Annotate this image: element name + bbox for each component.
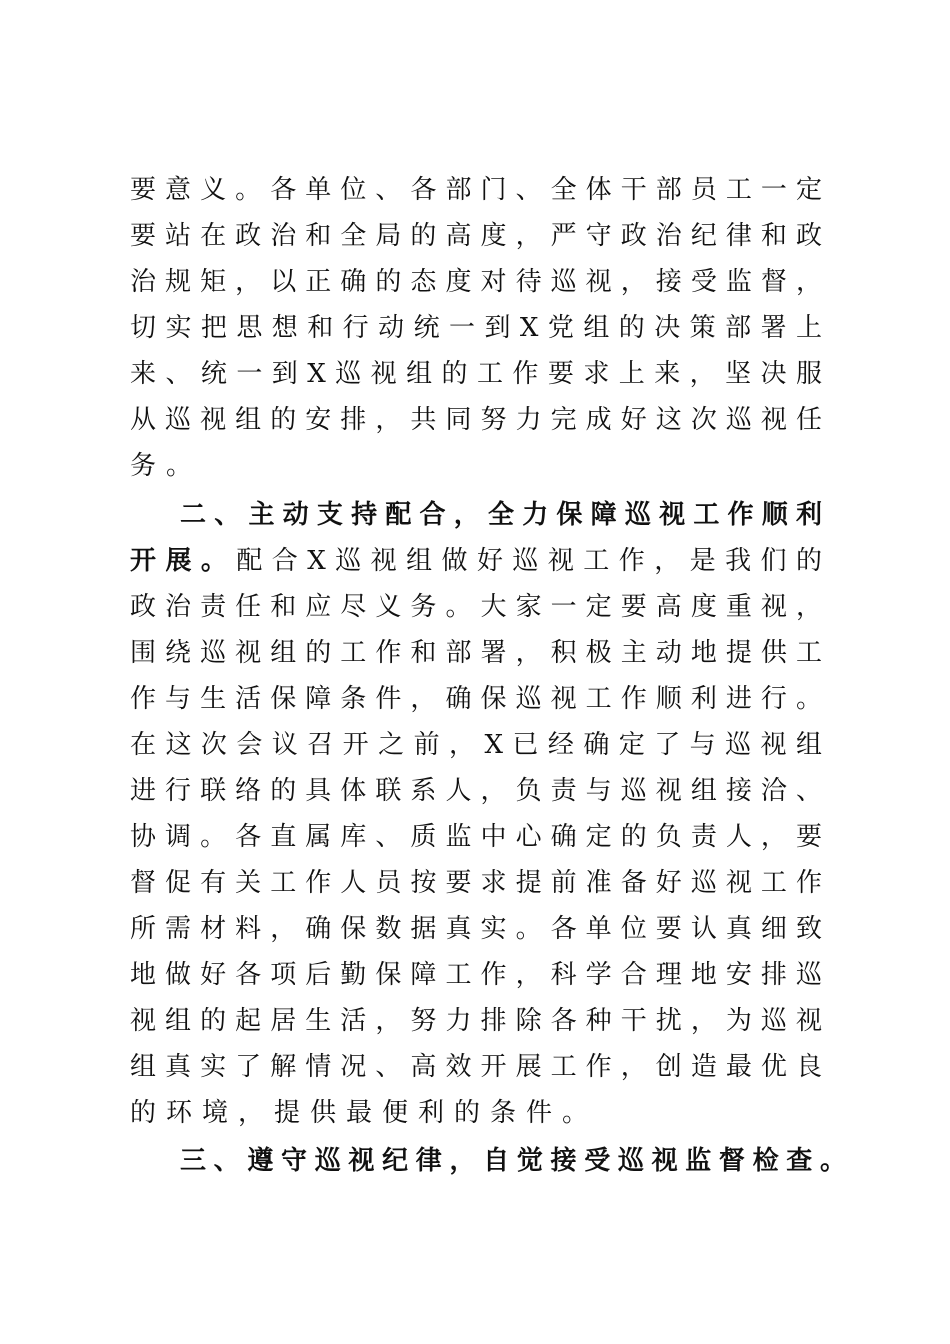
- section-2-first-line: [130, 543, 822, 579]
- body-text-line: 治规矩，以正确的态度对待巡视，接受监督，: [130, 267, 822, 297]
- body-text-span: 配合X巡视组做好巡视工作，是我们的: [236, 546, 822, 576]
- body-text-line: 切实把思想和行动统一到X党组的决策部署上: [130, 313, 822, 343]
- body-text-line: 视组的起居生活，努力排除各种干扰，为巡视: [130, 1006, 822, 1036]
- body-text-line: 协调。各直属库、质监中心确定的负责人，要: [130, 822, 822, 852]
- section-3-heading: 三、遵守巡视纪律，自觉接受巡视监督检查。: [180, 1146, 846, 1176]
- body-text-line: 所需材料，确保数据真实。各单位要认真细致: [130, 914, 822, 944]
- body-text-line: 地做好各项后勤保障工作，科学合理地安排巡: [130, 960, 822, 990]
- body-text-line: 要站在政治和全局的高度，严守政治纪律和政: [130, 221, 822, 251]
- body-text-line: 政治责任和应尽义务。大家一定要高度重视，: [130, 592, 822, 622]
- body-text-line: 组真实了解情况、高效开展工作，创造最优良: [130, 1052, 822, 1082]
- body-text-line: 进行联络的具体联系人，负责与巡视组接洽、: [130, 776, 822, 806]
- body-text-line: 来、统一到X巡视组的工作要求上来，坚决服: [130, 359, 822, 389]
- body-text-line: 围绕巡视组的工作和部署，积极主动地提供工: [130, 638, 822, 668]
- body-text-line: 的环境，提供最便利的条件。: [130, 1098, 599, 1128]
- section-2-heading-continuation: 开展。: [130, 546, 237, 576]
- body-text-line: 要意义。各单位、各部门、全体干部员工一定: [130, 175, 822, 205]
- section-2-heading: 二、主动支持配合，全力保障巡视工作顺利: [180, 500, 822, 530]
- body-text-line: 在这次会议召开之前，X已经确定了与巡视组: [130, 730, 822, 760]
- body-text-line: 督促有关工作人员按要求提前准备好巡视工作: [130, 868, 822, 898]
- body-text-line: 作与生活保障条件，确保巡视工作顺利进行。: [130, 684, 822, 714]
- body-text-line: 从巡视组的安排，共同努力完成好这次巡视任: [130, 405, 822, 435]
- body-text-line: 务。: [130, 451, 203, 481]
